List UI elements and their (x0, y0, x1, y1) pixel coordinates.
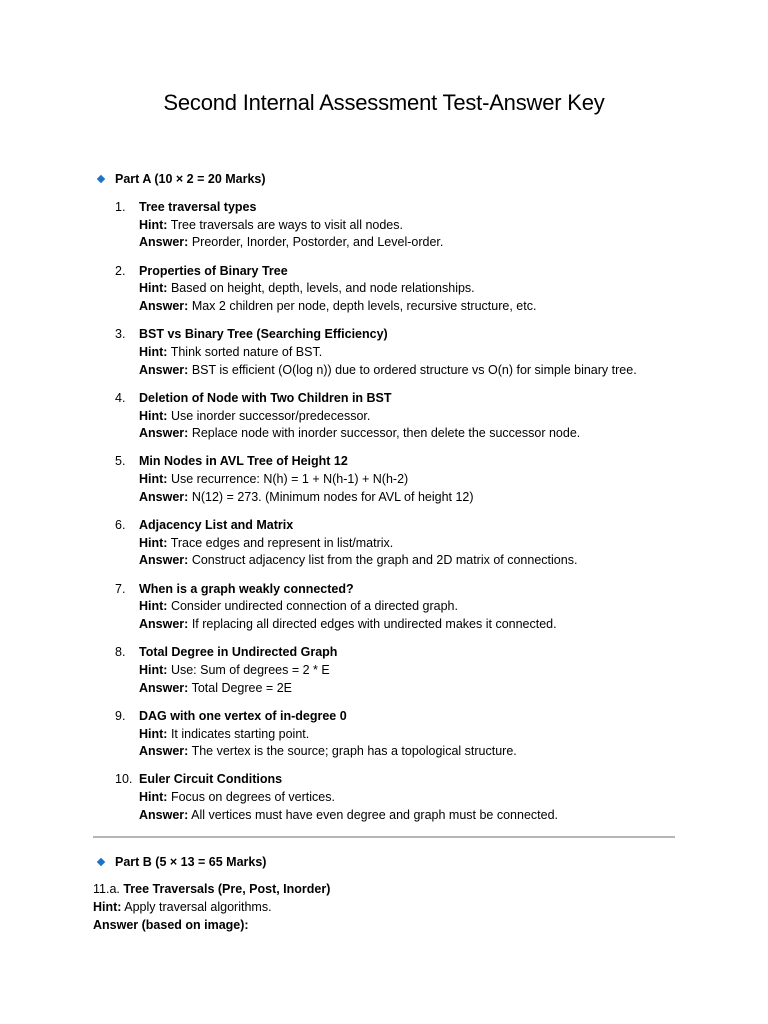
part-b-hint-line (93, 898, 693, 916)
answer-label: Answer: (139, 553, 189, 568)
answer-text: Preorder, Inorder, Postorder, and Level-order. (191, 235, 444, 250)
answer-text: Total Degree = 2E (191, 680, 292, 695)
answer-label: Answer: (139, 426, 189, 441)
hint-text: Consider undirected connection of a directed graph. (170, 599, 458, 614)
answer-line (139, 362, 715, 380)
answer-label: Answer: (139, 617, 189, 632)
question-item (115, 644, 715, 697)
question-item (115, 771, 715, 824)
answer-line (139, 234, 715, 252)
hint-line (139, 408, 715, 426)
hint-text: Use recurrence: N(h) = 1 + N(h-1) + N(h-2) (170, 472, 409, 487)
answer-line (139, 680, 715, 698)
question-item (115, 453, 715, 506)
answer-text: N(12) = 273. (Minimum nodes for AVL of height 12) (191, 489, 474, 504)
answer-line (139, 807, 715, 825)
answer-line (139, 489, 715, 507)
question-title: Adjacency List and Matrix (139, 518, 294, 533)
question-title: BST vs Binary Tree (Searching Efficiency) (139, 327, 388, 342)
hint-label: Hint: (139, 726, 168, 741)
answer-label: Answer: (139, 744, 189, 759)
answer-label: Answer: (139, 299, 189, 314)
question-number: 6. (115, 518, 126, 533)
question-title: DAG with one vertex of in-degree 0 (139, 708, 347, 723)
hint-line (139, 344, 715, 362)
part-b-heading (98, 855, 266, 869)
part-b-question-number: 11.a. (93, 882, 120, 896)
hint-text: It indicates starting point. (170, 726, 310, 741)
answer-text: The vertex is the source; graph has a topological structure. (191, 744, 517, 759)
answer-label: Answer: (139, 807, 189, 822)
answer-line (139, 298, 715, 316)
part-b-heading-text: Part B (5 × 13 = 65 Marks) (115, 855, 267, 869)
hint-text: Based on height, depth, levels, and node relationships. (170, 281, 475, 296)
question-number: 4. (115, 390, 126, 405)
hint-text: Apply traversal algorithms. (124, 900, 272, 914)
answer-text: All vertices must have even degree and graph must be connected. (191, 807, 559, 822)
hint-line (139, 471, 715, 489)
diamond-bullet-icon (97, 175, 105, 183)
hint-label: Hint: (139, 281, 168, 296)
question-title: When is a graph weakly connected? (139, 581, 354, 596)
hint-text: Focus on degrees of vertices. (170, 790, 335, 805)
question-item (115, 581, 715, 634)
hint-label: Hint: (139, 217, 168, 232)
question-title: Deletion of Node with Two Children in BST (139, 390, 392, 405)
hint-label: Hint: (93, 900, 122, 914)
answer-label: Answer: (139, 362, 189, 377)
question-title: Total Degree in Undirected Graph (139, 645, 338, 660)
hint-line (139, 726, 715, 744)
question-number: 5. (115, 454, 126, 469)
part-b-answer-label: Answer (based on image): (93, 918, 249, 932)
question-title: Min Nodes in AVL Tree of Height 12 (139, 454, 348, 469)
diamond-bullet-icon (97, 858, 105, 866)
hint-text: Use inorder successor/predecessor. (170, 408, 371, 423)
hint-label: Hint: (139, 535, 168, 550)
hint-line (139, 280, 715, 298)
question-title: Euler Circuit Conditions (139, 772, 283, 787)
part-a-heading-text: Part A (10 × 2 = 20 Marks) (115, 172, 266, 186)
question-number: 8. (115, 645, 126, 660)
question-number: 2. (115, 263, 126, 278)
question-item (115, 263, 715, 316)
question-item (115, 708, 715, 761)
question-number: 1. (115, 200, 126, 214)
part-a-heading (98, 172, 266, 186)
question-number: 9. (115, 708, 126, 723)
part-b-question (93, 880, 693, 934)
question-number: 7. (115, 581, 126, 596)
answer-label: Answer: (139, 680, 189, 695)
question-number: 3. (115, 327, 126, 342)
question-item (115, 517, 715, 570)
question-title: Properties of Binary Tree (139, 263, 288, 278)
hint-text: Think sorted nature of BST. (170, 344, 323, 359)
question-item (115, 390, 715, 443)
hint-line (139, 598, 715, 616)
answer-line (139, 743, 715, 761)
hint-text: Tree traversals are ways to visit all nodes. (170, 217, 403, 232)
answer-line (139, 425, 715, 443)
answer-text: Max 2 children per node, depth levels, recursive structure, etc. (191, 299, 537, 314)
hint-label: Hint: (139, 344, 168, 359)
section-divider (93, 836, 675, 838)
hint-line (139, 217, 715, 235)
part-b-question-line (93, 880, 693, 898)
answer-line (139, 616, 715, 634)
question-number: 10. (115, 772, 133, 787)
answer-label: Answer: (139, 235, 189, 250)
hint-line (139, 789, 715, 807)
hint-label: Hint: (139, 599, 168, 614)
part-a-question-list (115, 199, 715, 835)
answer-text: If replacing all directed edges with undirected makes it connected. (191, 617, 557, 632)
question-item (115, 199, 715, 252)
hint-text: Trace edges and represent in list/matrix. (170, 535, 394, 550)
hint-label: Hint: (139, 662, 168, 677)
hint-label: Hint: (139, 408, 168, 423)
hint-label: Hint: (139, 790, 168, 805)
answer-label: Answer: (139, 489, 189, 504)
answer-text: Replace node with inorder successor, then delete the successor node. (191, 426, 581, 441)
question-item (115, 326, 715, 379)
answer-line (139, 552, 715, 570)
hint-label: Hint: (139, 472, 168, 487)
answer-text: Construct adjacency list from the graph and 2D matrix of connections. (191, 553, 578, 568)
question-title: Tree traversal types (139, 200, 257, 214)
hint-text: Use: Sum of degrees = 2 * E (170, 662, 330, 677)
hint-line (139, 662, 715, 680)
hint-line (139, 535, 715, 553)
page-title: Second Internal Assessment Test-Answer Key (163, 90, 605, 115)
answer-text: BST is efficient (O(log n)) due to ordered structure vs O(n) for simple binary tree. (191, 362, 637, 377)
part-b-question-title: Tree Traversals (Pre, Post, Inorder) (123, 882, 331, 896)
